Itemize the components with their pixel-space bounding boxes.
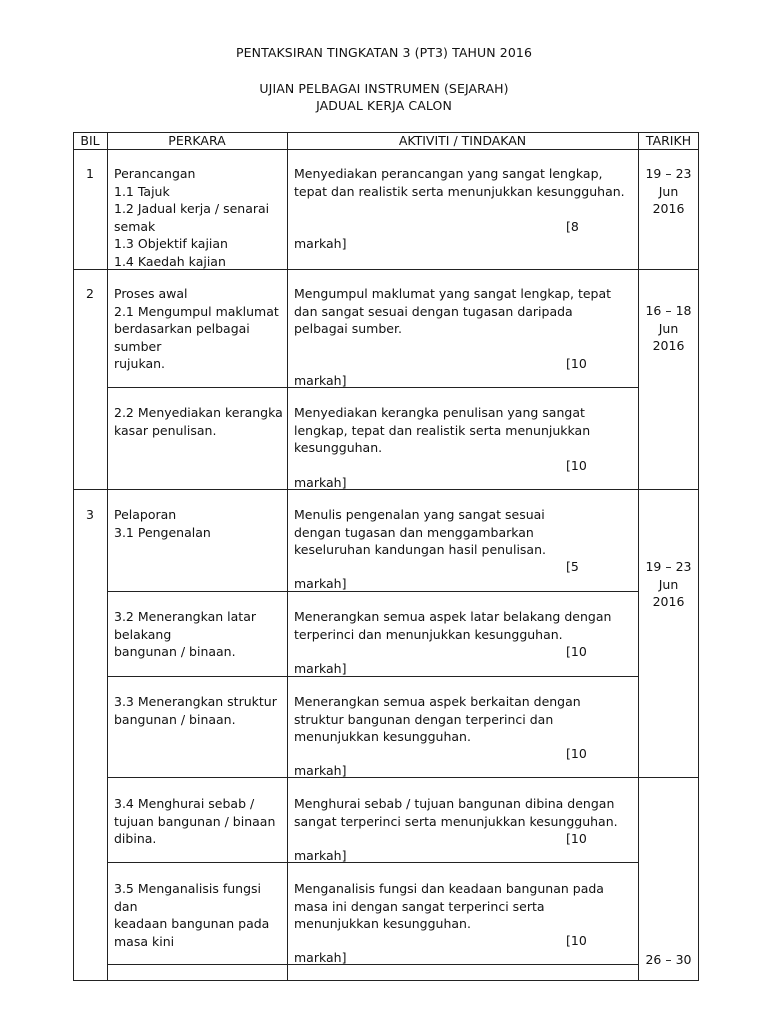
row-3-2-markah-label: markah]	[294, 661, 347, 676]
row-2-perkara: Proses awal 2.1 Mengumpul maklumat berdasarkan pelbagai sumber rujukan.	[114, 286, 279, 371]
row-2-tarikh: 16 – 18 Jun 2016	[645, 303, 692, 353]
row-3-1-perkara: Pelaporan 3.1 Pengenalan	[114, 507, 211, 540]
column-header-perkara: PERKARA	[168, 133, 226, 148]
row-2-markah-value: [10	[566, 356, 587, 371]
row-2-2-markah-value: [10	[566, 458, 587, 473]
row-3-4-markah-value: [10	[566, 831, 587, 846]
document-subtitle-2: JADUAL KERJA CALON	[316, 98, 452, 113]
column-header-tarikh: TARIKH	[645, 133, 692, 148]
row-2-bil: 2	[86, 286, 94, 301]
row-2-2-perkara: 2.2 Menyediakan kerangka kasar penulisan.	[114, 405, 283, 438]
row-1-markah-value: [8	[566, 219, 579, 234]
row-3-2-perkara: 3.2 Menerangkan latar belakang bangunan / binaan.	[114, 609, 257, 659]
row-3-tarikh: 19 – 23 Jun 2016	[645, 559, 692, 609]
row-3-4-aktiviti: Menghurai sebab / tujuan bangunan dibina dengan sangat terperinci serta menunjukkan kesungguhan.	[294, 796, 618, 829]
document-subtitle: UJIAN PELBAGAI INSTRUMEN (SEJARAH)	[259, 81, 509, 96]
row-3-1-markah-value: [5	[566, 559, 579, 574]
row-1-perkara: Perancangan 1.1 Tajuk 1.2 Jadual kerja / senarai semak 1.3 Objektif kajian 1.4 Kaedah kajian	[114, 166, 270, 269]
row-3-2-markah-value: [10	[566, 644, 587, 659]
row-3-2-aktiviti: Menerangkan semua aspek latar belakang dengan terperinci dan menunjukkan kesungguhan.	[294, 609, 612, 642]
row-2-2-markah-label: markah]	[294, 475, 347, 490]
row-3-3-aktiviti: Menerangkan semua aspek berkaitan dengan struktur bangunan dengan terperinci dan menunjukkan kesungguhan.	[294, 694, 581, 744]
row-3-3-markah-label: markah]	[294, 763, 347, 778]
row-3-1-aktiviti: Menulis pengenalan yang sangat sesuai dengan tugasan dan menggambarkan keseluruhan kandungan hasil penulisan.	[294, 507, 546, 557]
row-3-4-markah-label: markah]	[294, 848, 347, 863]
row-3-5-perkara: 3.5 Menganalisis fungsi dan keadaan bangunan pada masa kini	[114, 881, 270, 949]
row-2-markah-label: markah]	[294, 373, 347, 388]
row-1-aktiviti: Menyediakan perancangan yang sangat lengkap, tepat dan realistik serta menunjukkan kesungguhan.	[294, 166, 625, 199]
row-3-4-perkara: 3.4 Menghurai sebab / tujuan bangunan / binaan dibina.	[114, 796, 276, 846]
document-title: PENTAKSIRAN TINGKATAN 3 (PT3) TAHUN 2016	[235, 45, 532, 60]
row-3-5-aktiviti: Menganalisis fungsi dan keadaan bangunan pada masa ini dengan sangat terperinci serta menunjukkan kesungguhan.	[294, 881, 604, 931]
column-header-aktiviti: AKTIVITI / TINDAKAN	[398, 133, 527, 148]
row-3-1-markah-label: markah]	[294, 576, 347, 591]
row-1-markah-label: markah]	[294, 236, 347, 251]
row-2-2-aktiviti: Menyediakan kerangka penulisan yang sangat lengkap, tepat dan realistik serta menunjukkan kesungguhan.	[294, 405, 591, 455]
row-3-bil: 3	[86, 507, 94, 522]
row-2-aktiviti: Mengumpul maklumat yang sangat lengkap, tepat dan sangat sesuai dengan tugasan daripada pelbagai sumber.	[294, 286, 612, 336]
row-3-5-markah-value: [10	[566, 933, 587, 948]
row-1-tarikh: 19 – 23 Jun 2016	[645, 166, 692, 216]
row-3-5-markah-label: markah]	[294, 950, 347, 965]
column-header-bil: BIL	[80, 133, 100, 148]
row-3-3-markah-value: [10	[566, 746, 587, 761]
row-1-bil: 1	[86, 166, 94, 181]
row-3-3-perkara: 3.3 Menerangkan struktur bangunan / binaan.	[114, 694, 277, 727]
row-3-5-tarikh: 26 – 30	[645, 952, 692, 967]
